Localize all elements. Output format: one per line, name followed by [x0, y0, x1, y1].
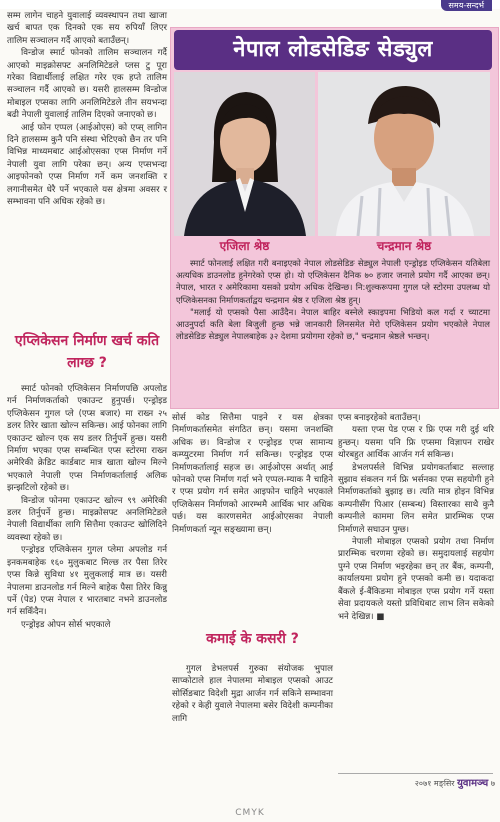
- paragraph: विन्डोज फोनमा एकाउन्ट खोल्न ९९ अमेरिकी डलर तिर्नुपर्ने हुन्छ। माइक्रोसफ्ट अनलिमिटेडले नेपाली विद्यार्थीका लागि सित्तैमा एकाउन्ट खोलिदिने व्यवस्था रहेको छ।: [7, 495, 167, 543]
- paragraph: डेभलपर्सले विभिन्न प्रयोगकर्ताबाट सल्लाह सुझाव संकलन गर्न फ्रि भर्सनका एप्स सहयोगी हुने निर्माणकर्ताको बुझाइ छ। त्यति मात्र होइन विभिन्न कम्पनीसँग पिआर (सम्बन्ध) विस्तारका साथै कुनै कम्पनीले काममा लिन समेत प्रारम्भिक एप्स निर्माणले सघाउन पुग्छ।: [338, 462, 494, 535]
- column-2-bottom: [172, 663, 333, 725]
- page-footer: [345, 777, 495, 791]
- paragraph: विन्डोज स्मार्ट फोनको तालिम सञ्चालन गर्दै आएको माइक्रोसफ्ट अनलिमिटेडले प्लस टु पूरा गरेका विद्यार्थीलाई लक्षित गरेर एक हप्ते तालिम सञ्चालन गर्दै आएको छ। यसरी हालसम्म विन्डोज मोबाइल एप्सका लागि अनलिमिटेडले तीन सयभन्दा बढी नेपाली युवालाई तालिम दिएको जनाएको छ।: [7, 48, 167, 121]
- man-portrait-image: [318, 72, 490, 236]
- portrait-photo-right: [318, 72, 490, 236]
- column-2-top: [172, 412, 333, 536]
- paragraph: स्मार्ट फोनको एप्लिकेसन निर्माणपछि अपलोड गर्न निर्माणकर्ताको एकाउन्ट हुनुपर्छ। एन्ड्रोइड एप्लिकेसन गुगल प्ले (एप्स बजार) मा राख्न २५ डलर तिरेर खाता खोल्न सकिन्छ। आई फोनका लागि एकाउन्ट खोल्न एक सय डलर तिर्नुपर्ने हुन्छ। यसरी निर्माण भएका एप्स सम्बन्धित एप्स स्टोरमा राख्न अमेरिकी क्रेडिट कार्डबाट मात्र खाता खोल्न मिल्ने भएकाले नेपाली एप्स निर्माणकर्तालाई अलिक झन्झटिलो रहेको छ।: [7, 384, 167, 494]
- feature-body: [176, 257, 490, 342]
- column-1-top: [7, 10, 167, 209]
- paragraph: यस्ता एप्स पेड एप्स र फ्रि एप्स गरी दुई थरि हुन्छन्। यसमा पनि फ्रि एप्समा विज्ञापन राखेर थोरबहुत आर्थिक आर्जन गर्न सकिन्छ।: [338, 425, 494, 461]
- column-3: [338, 412, 494, 623]
- section-tag: समय-सन्दर्भ: [441, 0, 492, 11]
- section-heading-earning: कमाई के कसरी ?: [206, 631, 299, 647]
- footer-page-number: ७: [490, 779, 495, 788]
- footer-date: २०७१ मङ्सिर: [414, 779, 455, 788]
- paragraph: एप्स बनाइरहेको बताउँछन्।: [338, 413, 421, 423]
- column-1-bottom: [7, 383, 167, 631]
- footer-divider: [338, 773, 493, 774]
- paragraph: स्मार्ट फोनलाई लक्षित गरी बनाइएको नेपाल लोडसेडिङ सेड्युल नेपाली एन्ड्रोइड एप्लिकेसन यतिबेला अत्यधिक डाउनलोड हुनेगरेको एप्स हो। यो एप्लिकेसन दैनिक ७० हजार जनाले प्रयोग गर्दै आएका छन्। नेपाल, भारत र अमेरिकामा यसको प्रयोग अधिक देखिन्छ। नि:शुल्करूपमा गुगल प्ले स्टोरमा उपलब्ध यो एप्लिकेसनका निर्माणकर्ताद्वय चन्द्रमान श्रेष्ठ र एजिला श्रेष्ठ हुन्।: [176, 258, 490, 305]
- paragraph: गुगल डेभलपर्स गुरुका संयोजक भुपाल साप्कोटाले हाल नेपालमा मोबाइल एप्सको आउट सोर्सिङबाट विदेशी मुद्रा आर्जन गर्न सकिने सम्भावना रहेको र केही युवाले नेपालमा बसेर विदेशी कम्पनीका लागि: [172, 664, 333, 724]
- section-heading-cost: एप्लिकेसन निर्माण खर्च कति लाग्छ ?: [14, 333, 160, 371]
- paragraph: सोर्स कोड सित्तैमा पाइने र यस क्षेत्रका निर्माणकर्तासमेत संगठित छन्। यसमा जनशक्ति अधिक छ। विन्डोज र एन्ड्रोइड एप्स सामान्य कम्प्युटरमा निर्माण गर्न सकिन्छ। एन्ड्रोइड एप्स निर्माणकर्तालाई सहज छ। आईओएस अर्थात् आई फोनको एप्स निर्माण गर्दा भने एप्पल-म्याक नै चाहिने र एप्स प्रयोग गर्न समेत आइफोन चाहिने भएकाले एप्लिकेसन निर्माणको आरम्भमै आर्थिक भार अधिक पर्छ। यस कारणसमेत आईओएसका नेपाली निर्माणकर्ता न्यून सङ्ख्यामा छन्।: [172, 413, 333, 535]
- paragraph: सम्म लागेन चाहने युवालाई व्यवस्थापन तथा खाजा खर्च बापत एक दिनको एक सय रुपियाँ लिएर तालिम सञ्चालन गर्दै आएको बताउँछन्।: [7, 11, 167, 46]
- caption-right: चन्द्रमान श्रेष्ठ: [376, 239, 432, 253]
- paragraph: एन्ड्रोइड ओपन सोर्स भएकाले: [21, 619, 111, 630]
- feature-banner: नेपाल लोडसेडिङ सेड्युल: [174, 30, 492, 70]
- woman-portrait-image: [174, 72, 315, 236]
- paragraph: आई फोन एप्पल (आईओएस) को एप्स् लागिन दिने हालसम्म कुनै पनि संस्था भेटिएको छैन तर पनि विभिन्न माध्यमबाट आईओएसका एप्स निर्माण गर्ने नेपाली युवा लागि परेका छन्। अन्य एप्सभन्दा आइफोनको एप्स निर्माण गर्ने कम जनशक्ति र लगानीसमेत धेरै पर्ने भएकाले यस क्षेत्रमा अवसर र सम्भावना पनि अधिक रहेको छ।: [7, 122, 167, 208]
- caption-left: एजिला श्रेष्ठ: [219, 239, 270, 253]
- paragraph: एन्ड्रोइड एप्लिकेसन गुगल प्लेमा अपलोड गर्न इनकमबाहेक १६० मुलुकबाट मिल्छ तर पैसा तिरेर एप्स किन्ने सुविधा ४१ मुलुकलाई मात्र छ। यसरी नेपालमा डाउनलोड गर्न मिल्ने बाहेक पैसा तिरेर किन्नु पर्ने (पेड) एप्स नेपाल र भारतबाट नभने डाउनलोड गर्न सकिँदैन।: [7, 545, 167, 618]
- footer-brand: युवामञ्च: [457, 778, 489, 789]
- paragraph: नेपाली मोबाइल एप्सको प्रयोग तथा निर्माण प्रारम्भिक चरणमा रहेको छ। समुदायलाई सहयोग पुग्ने एप्स निर्माण भइरहेका छन् तर बैंक, कम्पनी, कार्यालयमा प्रयोग हुने एप्सको कमी छ। यदाकदा बैंकले ई-बैंकिङमा मोबाइल एप्स प्रयोग गर्ने यस्ता सेवा प्रदायकले यस्तो प्रविधिबाट लाभ लिन सकेको भने देखिन्न। ■: [338, 537, 494, 622]
- top-strip: [0, 0, 500, 9]
- paragraph: "मलाई यो एप्सको पैसा आउँदैन। नेपाल बाहिर बस्नेले स्काइपमा भिडियो कल गर्दा र च्याटमा आउनुपर्दा कति बेला बिजुली हुन्छ भन्ने जानकारी लिनसमेत मेरो एप्लिकेसन प्रयोग भएकोले नेपाल लोडसेडिङ सेड्युल नेपालबाहेक ३२ देशमा प्रयोगमा रहेको छ," चन्द्रमान श्रेष्ठले भन्छन्।: [176, 306, 490, 342]
- portrait-photo-left: [174, 72, 315, 236]
- print-mark: CMYK: [235, 808, 265, 818]
